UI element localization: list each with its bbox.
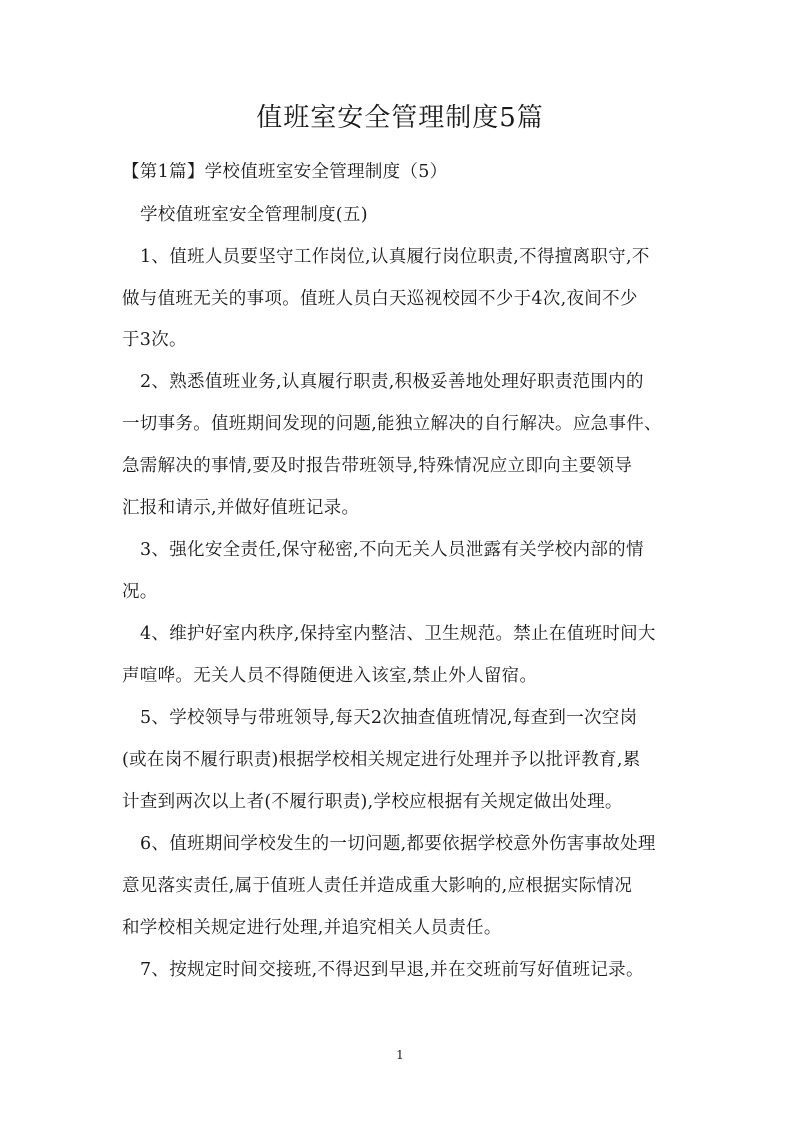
- paragraph-6-line-1: 6、值班期间学校发生的一切问题,都要依据学校意外伤害事故处理: [140, 834, 656, 854]
- page-number: 1: [396, 1048, 404, 1062]
- subtitle-line: 学校值班室安全管理制度(五): [140, 205, 368, 225]
- paragraph-3-line-2: 况。: [122, 582, 158, 602]
- paragraph-1-line-2: 做与值班无关的事项。值班人员白天巡视校园不少于4次,夜间不少: [122, 289, 638, 309]
- paragraph-6-line-2: 意见落实责任,属于值班人责任并造成重大影响的,应根据实际情况: [122, 876, 633, 896]
- document-title: 值班室安全管理制度5篇: [256, 103, 544, 133]
- paragraph-2-line-4: 汇报和请示,并做好值班记录。: [122, 498, 360, 518]
- paragraph-2-line-3: 急需解决的事情,要及时报告带班领导,特殊情况应立即向主要领导: [122, 456, 633, 476]
- paragraph-1-line-1: 1、值班人员要坚守工作岗位,认真履行岗位职责,不得擅离职守,不: [140, 247, 650, 267]
- paragraph-4-line-2: 声喧哗。无关人员不得随便进入该室,禁止外人留宿。: [122, 666, 538, 686]
- paragraph-3-line-1: 3、强化安全责任,保守秘密,不向无关人员泄露有关学校内部的情: [140, 540, 644, 560]
- paragraph-4-line-1: 4、维护好室内秩序,保持室内整洁、卫生规范。禁止在值班时间大: [140, 624, 656, 644]
- paragraph-2-line-2: 一切事务。值班期间发现的问题,能独立解决的自行解决。应急事件、: [122, 414, 662, 434]
- paragraph-5-line-1: 5、学校领导与带班领导,每天2次抽查值班情况,每查到一次空岗: [140, 708, 638, 728]
- paragraph-7-line-1: 7、按规定时间交接班,不得迟到早退,并在交班前写好值班记录。: [140, 960, 644, 980]
- paragraph-5-line-3: 计查到两次以上者(不履行职责),学校应根据有关规定做出处理。: [122, 792, 623, 812]
- paragraph-5-line-2: (或在岗不履行职责)根据学校相关规定进行处理并予以批评教育,累: [122, 750, 641, 770]
- section-heading: 【第1篇】学校值班室安全管理制度（5）: [122, 162, 448, 182]
- paragraph-6-line-3: 和学校相关规定进行处理,并追究相关人员责任。: [122, 918, 502, 938]
- paragraph-1-line-3: 于3次。: [122, 330, 187, 350]
- paragraph-2-line-1: 2、熟悉值班业务,认真履行职责,积极妥善地处理好职责范围内的: [140, 372, 644, 392]
